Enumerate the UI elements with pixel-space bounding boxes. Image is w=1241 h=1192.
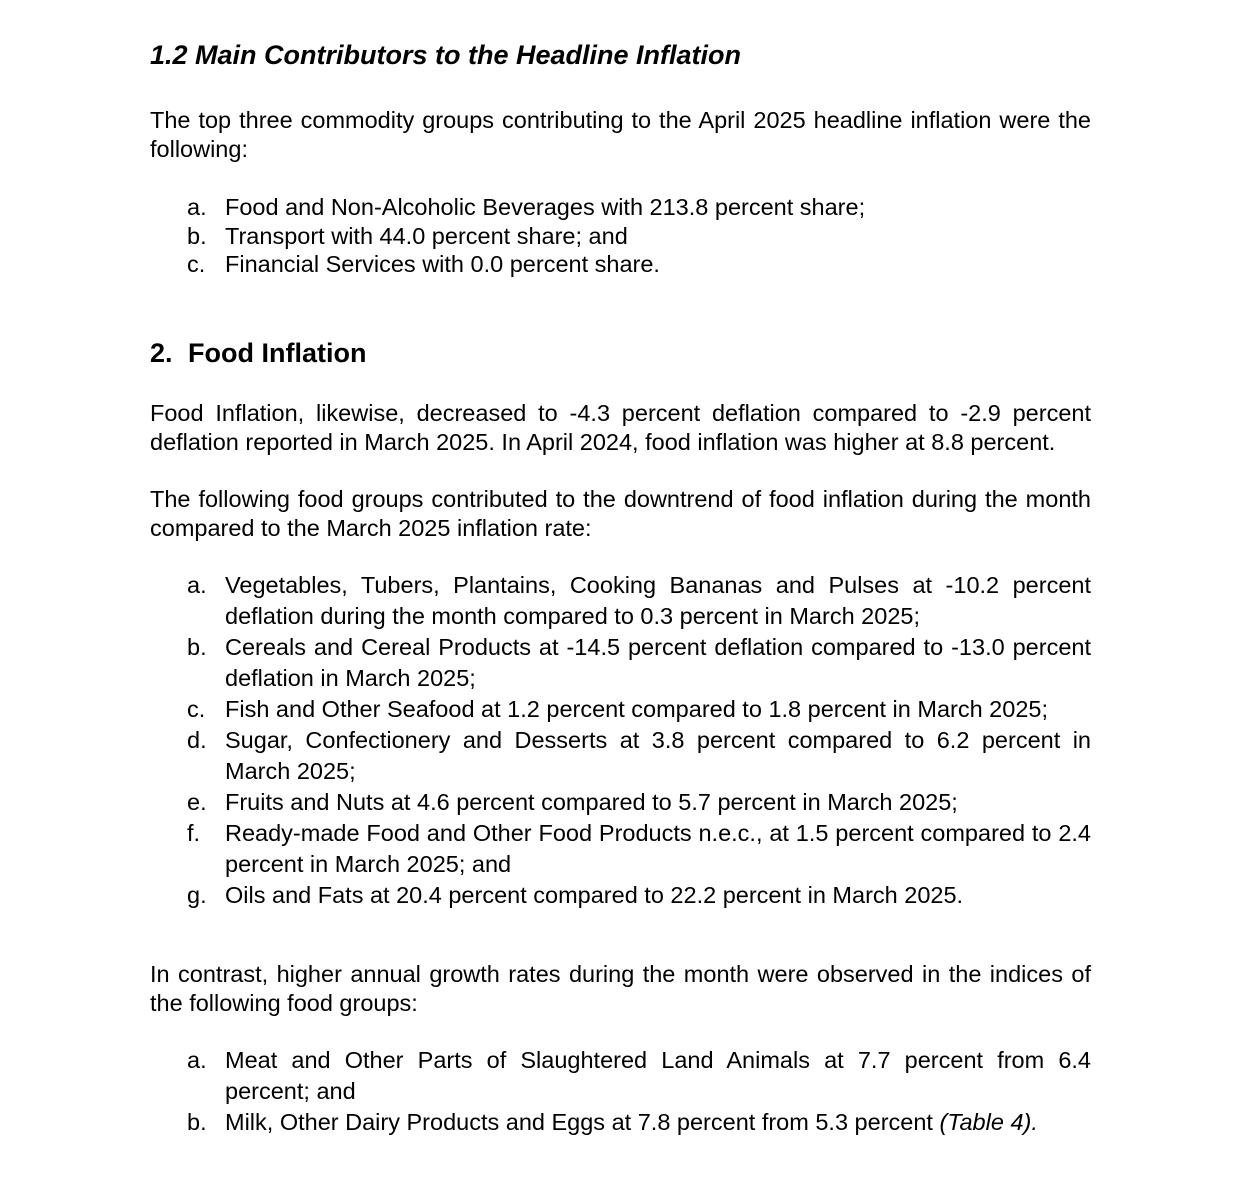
list-item-text: Fruits and Nuts at 4.6 percent compared to 5.7 percent in March 2025; <box>225 789 958 815</box>
section-heading-main-contributors: 1.2 Main Contributors to the Headline Inflation <box>150 40 742 70</box>
list-marker: f. <box>187 820 201 846</box>
list-item <box>187 787 1091 818</box>
list-item-text: Transport with 44.0 percent share; and <box>225 222 628 249</box>
list-item-text: Meat and Other Parts of Slaughtered Land Animals at 7.7 percent from 6.4 percent; and <box>225 1047 1091 1104</box>
list-item-text: Milk, Other Dairy Products and Eggs at 7.8 percent from 5.3 percent <box>225 1109 940 1135</box>
list-item <box>187 1045 1091 1107</box>
list-marker: c. <box>187 696 206 722</box>
uptrend-intro-paragraph: In contrast, higher annual growth rates during the month were observed in the indices of the following food groups: <box>150 961 1091 1016</box>
list-item <box>187 880 1091 911</box>
uptrend-list <box>187 1045 1091 1138</box>
list-item <box>187 250 1091 279</box>
list-marker: b. <box>187 222 207 249</box>
list-item <box>187 1107 1091 1138</box>
list-item-text: Fish and Other Seafood at 1.2 percent compared to 1.8 percent in March 2025; <box>225 696 1048 722</box>
list-item-text: Food and Non-Alcoholic Beverages with 213.8 percent share; <box>225 194 866 220</box>
list-marker: d. <box>187 727 207 753</box>
list-marker: a. <box>187 572 207 598</box>
list-item <box>187 570 1091 632</box>
downtrend-list <box>187 570 1091 911</box>
section-number: 2. <box>150 338 173 368</box>
list-marker: g. <box>187 882 207 908</box>
list-marker: a. <box>187 1047 207 1073</box>
list-item <box>187 193 1091 222</box>
list-item-text: Oils and Fats at 20.4 percent compared to 22.2 percent in March 2025. <box>225 882 964 908</box>
section-heading-food-inflation <box>150 336 366 370</box>
list-item-text: Ready-made Food and Other Food Products n.e.c., at 1.5 percent compared to 2.4 percent in March 2025; and <box>225 820 1091 877</box>
list-marker: e. <box>187 789 207 815</box>
downtrend-intro-paragraph: The following food groups contributed to the downtrend of food inflation during the month compared to the March 2025 inflation rate: <box>150 486 1091 541</box>
list-item-text: Financial Services with 0.0 percent share. <box>225 251 660 277</box>
list-item <box>187 222 1091 251</box>
contributors-list <box>187 193 1091 279</box>
section-title: Food Inflation <box>188 338 367 368</box>
list-item-text: Sugar, Confectionery and Desserts at 3.8 percent compared to 6.2 percent in March 2025; <box>225 727 1091 784</box>
list-item <box>187 818 1091 880</box>
list-marker: c. <box>187 251 206 277</box>
list-marker: a. <box>187 194 207 220</box>
list-marker: b. <box>187 1109 207 1135</box>
list-marker: b. <box>187 634 207 660</box>
contributors-intro-paragraph: The top three commodity groups contributing to the April 2025 headline inflation were the following: <box>150 107 1091 162</box>
list-item <box>187 725 1091 787</box>
list-item-text: Cereals and Cereal Products at -14.5 percent deflation compared to -13.0 percent deflation in March 2025; <box>225 634 1091 691</box>
food-inflation-paragraph: Food Inflation, likewise, decreased to -4.3 percent deflation compared to -2.9 percent deflation reported in March 2025. In April 2024, food inflation was higher at 8.8 percent. <box>150 400 1091 455</box>
list-item-text: Vegetables, Tubers, Plantains, Cooking Bananas and Pulses at -10.2 percent deflation during the month compared to 0.3 percent in March 2025; <box>225 572 1091 629</box>
list-item <box>187 694 1091 725</box>
list-item <box>187 632 1091 694</box>
table-reference: (Table 4). <box>939 1109 1038 1135</box>
